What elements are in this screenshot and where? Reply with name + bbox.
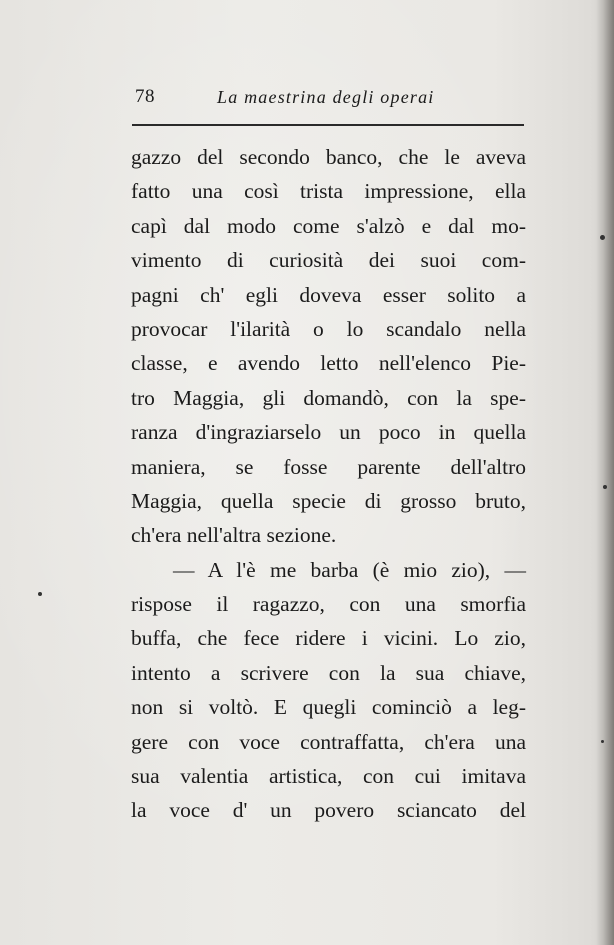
text-line: — A l'è me barba (è mio zio), — (173, 557, 526, 582)
text-line: provocar l'ilarità o lo scandalo nella (131, 316, 526, 341)
text-line: Maggia, quella specie di grosso bruto, (131, 488, 526, 513)
text-line: sua valentia artistica, con cui imitava (131, 764, 526, 789)
ink-speck (38, 592, 42, 596)
text-line: la voce d' un povero sciancato del (131, 798, 526, 823)
binding-shadow (596, 0, 614, 945)
text-line: gere con voce contraffatta, ch'era una (131, 729, 526, 754)
ink-speck (600, 235, 605, 240)
text-line: gazzo del secondo banco, che le aveva (131, 145, 526, 169)
text-line: ch'era nell'altra sezione. (131, 523, 337, 548)
text-line: capì dal modo come s'alzò e dal mo- (131, 213, 526, 238)
text-line: pagni ch' egli doveva esser solito a (131, 282, 526, 307)
text-line: maniera, se fosse parente dell'altro (131, 454, 526, 479)
text-line: intento a scrivere con la sua chiave, (131, 660, 526, 685)
text-line: classe, e avendo letto nell'elenco Pie- (131, 351, 526, 376)
text-line: non si voltò. E quegli cominciò a leg- (131, 695, 526, 720)
text-line: fatto una così trista impressione, ella (131, 179, 526, 204)
body-text (131, 140, 526, 828)
text-line: rispose il ragazzo, con una smorfia (131, 592, 526, 617)
text-line: ranza d'ingraziarselo un poco in quella (131, 420, 526, 445)
page-number: 78 (135, 86, 155, 107)
running-title: La maestrina degli operai (217, 87, 435, 107)
text-line: buffa, che fece ridere i vicini. Lo zio, (131, 626, 526, 651)
running-header (135, 86, 525, 112)
text-line: vimento di curiosità dei suoi com- (131, 248, 526, 273)
header-rule (132, 124, 524, 126)
text-line: tro Maggia, gli domandò, con la spe- (131, 385, 526, 410)
ink-speck (603, 485, 607, 489)
ink-speck (601, 740, 604, 743)
